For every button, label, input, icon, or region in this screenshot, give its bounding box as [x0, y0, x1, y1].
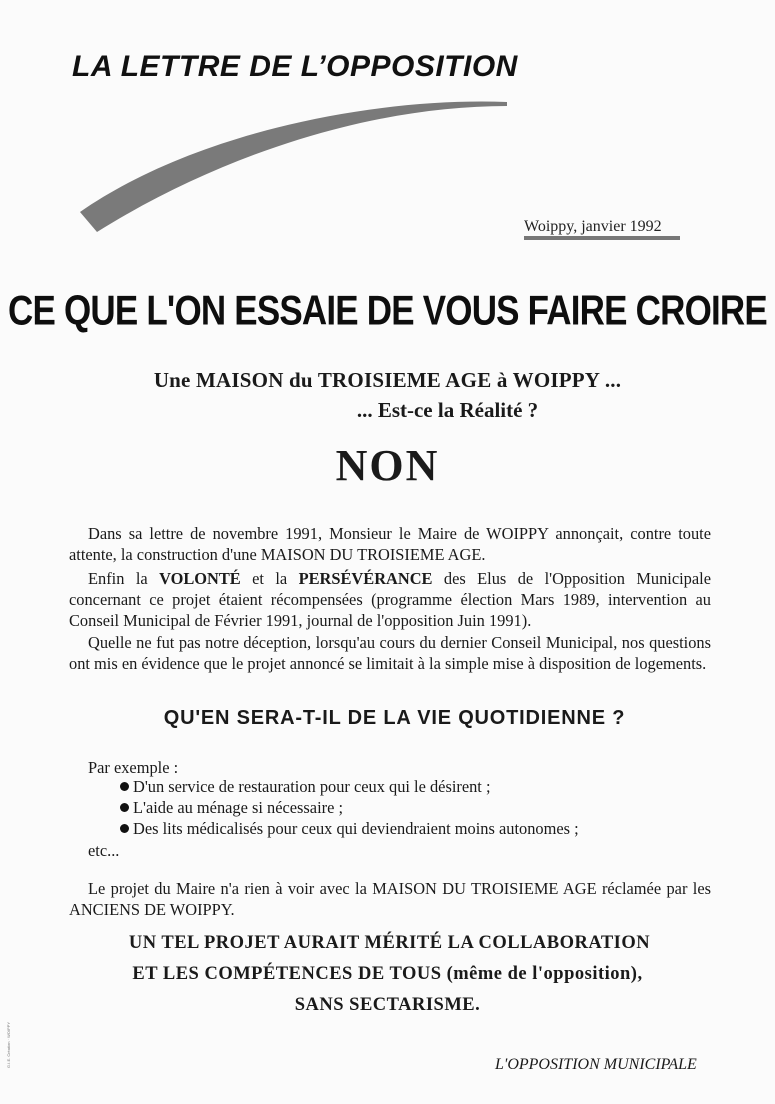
- list-item: [120, 798, 343, 818]
- dateline-underline: [524, 236, 680, 240]
- section-heading: QU'EN SERA-T-IL DE LA VIE QUOTIDIENNE ?: [163, 707, 626, 729]
- examples-etc: etc...: [88, 841, 120, 860]
- headline: CE QUE L'ON ESSAIE DE VOUS FAIRE CROIRE: [8, 288, 767, 335]
- closing-line-1: UN TEL PROJET AURAIT MÉRITÉ LA COLLABORATION: [128, 933, 651, 953]
- list-item: [120, 819, 579, 839]
- printer-credit: G.I.E. Création · WOIPPY: [6, 1021, 11, 1068]
- dateline: Woippy, janvier 1992: [524, 218, 662, 235]
- paragraph-text: Dans sa lettre de novembre 1991, Monsieur le Maire de WOIPPY annonçait, contre toute attente, la construction d'une MAISON DU TROISIEME AGE.: [69, 524, 711, 564]
- paragraph-text-part: et la: [240, 569, 299, 588]
- paragraph-will-perseverance: [69, 568, 711, 631]
- question-line-2: ... Est-ce la Réalité ?: [356, 398, 539, 422]
- emphasis-perseverance: PERSÉVÉRANCE: [298, 569, 433, 588]
- bullet-icon: [120, 803, 129, 812]
- emphasis-volonte: VOLONTÉ: [159, 569, 241, 588]
- answer-heading: NON: [335, 441, 440, 490]
- bullet-icon: [120, 824, 129, 833]
- swoosh-graphic: [75, 92, 515, 237]
- paragraph-announcement: [69, 523, 711, 565]
- paragraph-disappointment: [69, 632, 711, 674]
- paragraph-text: Le projet du Maire n'a rien à voir avec la MAISON DU TROISIEME AGE réclamée par les ANCIENS DE WOIPPY.: [69, 879, 711, 919]
- list-item-text: L'aide au ménage si nécessaire ;: [133, 798, 344, 817]
- paragraph-text: Quelle ne fut pas notre déception, lorsqu'au cours du dernier Conseil Municipal, nos questions ont mis en évidence que le projet annoncé se limitait à la simple mise à disposition de logements.: [69, 633, 711, 673]
- list-item: [120, 777, 491, 797]
- swoosh-shape: [80, 102, 507, 232]
- bullet-icon: [120, 782, 129, 791]
- masthead-title: LA LETTRE DE L’OPPOSITION: [72, 50, 518, 83]
- examples-intro: Par exemple :: [88, 758, 179, 777]
- signature: L'OPPOSITION MUNICIPALE: [495, 1056, 697, 1073]
- paragraph-text: [69, 568, 711, 631]
- list-item-text: Des lits médicalisés pour ceux qui deviendraient moins autonomes ;: [133, 819, 579, 838]
- paragraph-conclusion: [69, 878, 711, 920]
- paragraph-text-part: des Elus de l'Opposition Municipale concernant ce projet étaient récompensées (programme élection Mars 1989, intervention au Conseil Municipal de Février 1991, journal de l'opposition Juin 1991).: [69, 569, 711, 630]
- question-line-1: Une MAISON du TROISIEME AGE à WOIPPY ...: [153, 368, 622, 392]
- list-item-text: D'un service de restauration pour ceux qui le désirent ;: [133, 777, 491, 796]
- closing-line-3: SANS SECTARISME.: [294, 995, 481, 1015]
- closing-line-2: ET LES COMPÉTENCES DE TOUS (même de l'opposition),: [132, 964, 643, 984]
- paragraph-text-part: Enfin la: [88, 569, 160, 588]
